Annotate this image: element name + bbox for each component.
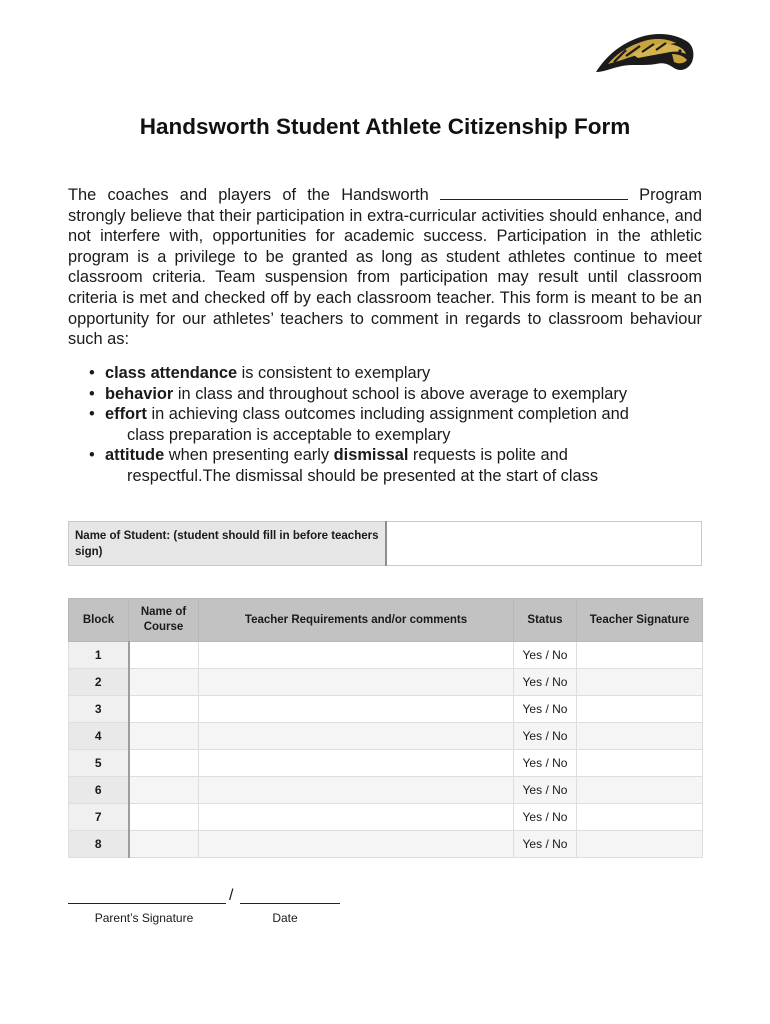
table-row — [69, 831, 703, 858]
criteria-continuation: respectful.The dismissal should be presented at the start of class — [127, 466, 599, 485]
criteria-term-dismissal: dismissal — [333, 446, 409, 465]
criteria-text: is consistent to exemplary — [237, 364, 431, 382]
criteria-term: class attendance — [105, 364, 238, 382]
status-cell[interactable]: Yes / No — [514, 669, 577, 696]
course-name-cell[interactable] — [129, 777, 199, 804]
date-line[interactable] — [240, 903, 340, 904]
table-row — [69, 669, 703, 696]
status-cell[interactable]: Yes / No — [514, 831, 577, 858]
block-number: 1 — [69, 642, 129, 669]
list-item — [88, 363, 702, 384]
student-name-label: Name of Student: (student should fill in before teachers sign) — [69, 522, 387, 566]
table-row — [69, 723, 703, 750]
wildcat-logo-icon — [592, 26, 696, 76]
teacher-signature-cell[interactable] — [577, 831, 703, 858]
course-name-cell[interactable] — [129, 669, 199, 696]
status-cell[interactable]: Yes / No — [514, 750, 577, 777]
course-table — [68, 598, 703, 858]
course-name-cell[interactable] — [129, 750, 199, 777]
course-name-cell[interactable] — [129, 804, 199, 831]
block-number: 6 — [69, 777, 129, 804]
teacher-signature-cell[interactable] — [577, 750, 703, 777]
date-label: Date — [272, 911, 298, 925]
block-number: 3 — [69, 696, 129, 723]
block-number: 2 — [69, 669, 129, 696]
status-cell[interactable]: Yes / No — [514, 777, 577, 804]
header-block: Block — [69, 599, 129, 642]
header-signature: Teacher Signature — [577, 599, 703, 642]
teacher-signature-cell[interactable] — [577, 669, 703, 696]
form-title: Handsworth Student Athlete Citizenship Form — [139, 114, 631, 139]
status-cell[interactable]: Yes / No — [514, 804, 577, 831]
comments-cell[interactable] — [199, 777, 514, 804]
list-item — [88, 404, 702, 445]
status-cell[interactable]: Yes / No — [514, 642, 577, 669]
block-number: 4 — [69, 723, 129, 750]
course-name-cell[interactable] — [129, 696, 199, 723]
program-name-blank[interactable] — [440, 185, 628, 200]
intro-paragraph — [68, 185, 702, 350]
table-row — [69, 642, 703, 669]
criteria-term: effort — [105, 405, 147, 424]
teacher-signature-cell[interactable] — [577, 777, 703, 804]
block-number: 7 — [69, 804, 129, 831]
criteria-list — [88, 363, 702, 487]
comments-cell[interactable] — [199, 804, 514, 831]
course-name-cell[interactable] — [129, 642, 199, 669]
parent-signature-line[interactable] — [68, 903, 226, 904]
header-status: Status — [514, 599, 577, 642]
table-row — [69, 696, 703, 723]
table-row — [69, 750, 703, 777]
student-name-field[interactable] — [386, 522, 702, 566]
header-comments: Teacher Requirements and/or comments — [199, 599, 514, 642]
comments-cell[interactable] — [199, 669, 514, 696]
comments-cell[interactable] — [199, 723, 514, 750]
list-item — [88, 384, 702, 405]
signature-separator: / — [229, 887, 234, 904]
criteria-continuation: class preparation is acceptable to exemplary — [127, 425, 451, 444]
teacher-signature-cell[interactable] — [577, 723, 703, 750]
criteria-text: requests is polite and — [408, 446, 568, 465]
criteria-text: when presenting early — [164, 446, 334, 465]
criteria-term: attitude — [105, 446, 165, 465]
criteria-text: in achieving class outcomes including assignment completion and — [146, 405, 629, 424]
status-cell[interactable]: Yes / No — [514, 696, 577, 723]
comments-cell[interactable] — [199, 696, 514, 723]
student-name-table — [68, 521, 702, 566]
intro-text-start: The coaches and players of the Handsworth — [68, 186, 440, 204]
header-course: Name of Course — [129, 599, 199, 642]
course-name-cell[interactable] — [129, 723, 199, 750]
course-name-cell[interactable] — [129, 831, 199, 858]
block-number: 8 — [69, 831, 129, 858]
status-cell[interactable]: Yes / No — [514, 723, 577, 750]
intro-text-rest: Program strongly believe that their participation in extra-curricular activities should enhance, and not interfere with, opportunities for academic success. Participation in the athletic program is a privilege to be granted as long as student athletes continue to meet classroom criteria. Team suspension from participation may result until classroom criteria is met and checked off by each classroom teacher. This form is meant to be an opportunity for our athletes’ teachers to comment in regards to classroom behaviour such as: — [68, 186, 702, 349]
comments-cell[interactable] — [199, 831, 514, 858]
comments-cell[interactable] — [199, 642, 514, 669]
criteria-term: behavior — [105, 384, 174, 403]
comments-cell[interactable] — [199, 750, 514, 777]
block-number: 5 — [69, 750, 129, 777]
parent-signature-label: Parent’s Signature — [94, 911, 194, 925]
criteria-text: in class and throughout school is above average to exemplary — [173, 384, 628, 403]
table-row — [69, 804, 703, 831]
teacher-signature-cell[interactable] — [577, 696, 703, 723]
table-row — [69, 777, 703, 804]
list-item — [88, 445, 702, 486]
teacher-signature-cell[interactable] — [577, 642, 703, 669]
teacher-signature-cell[interactable] — [577, 804, 703, 831]
